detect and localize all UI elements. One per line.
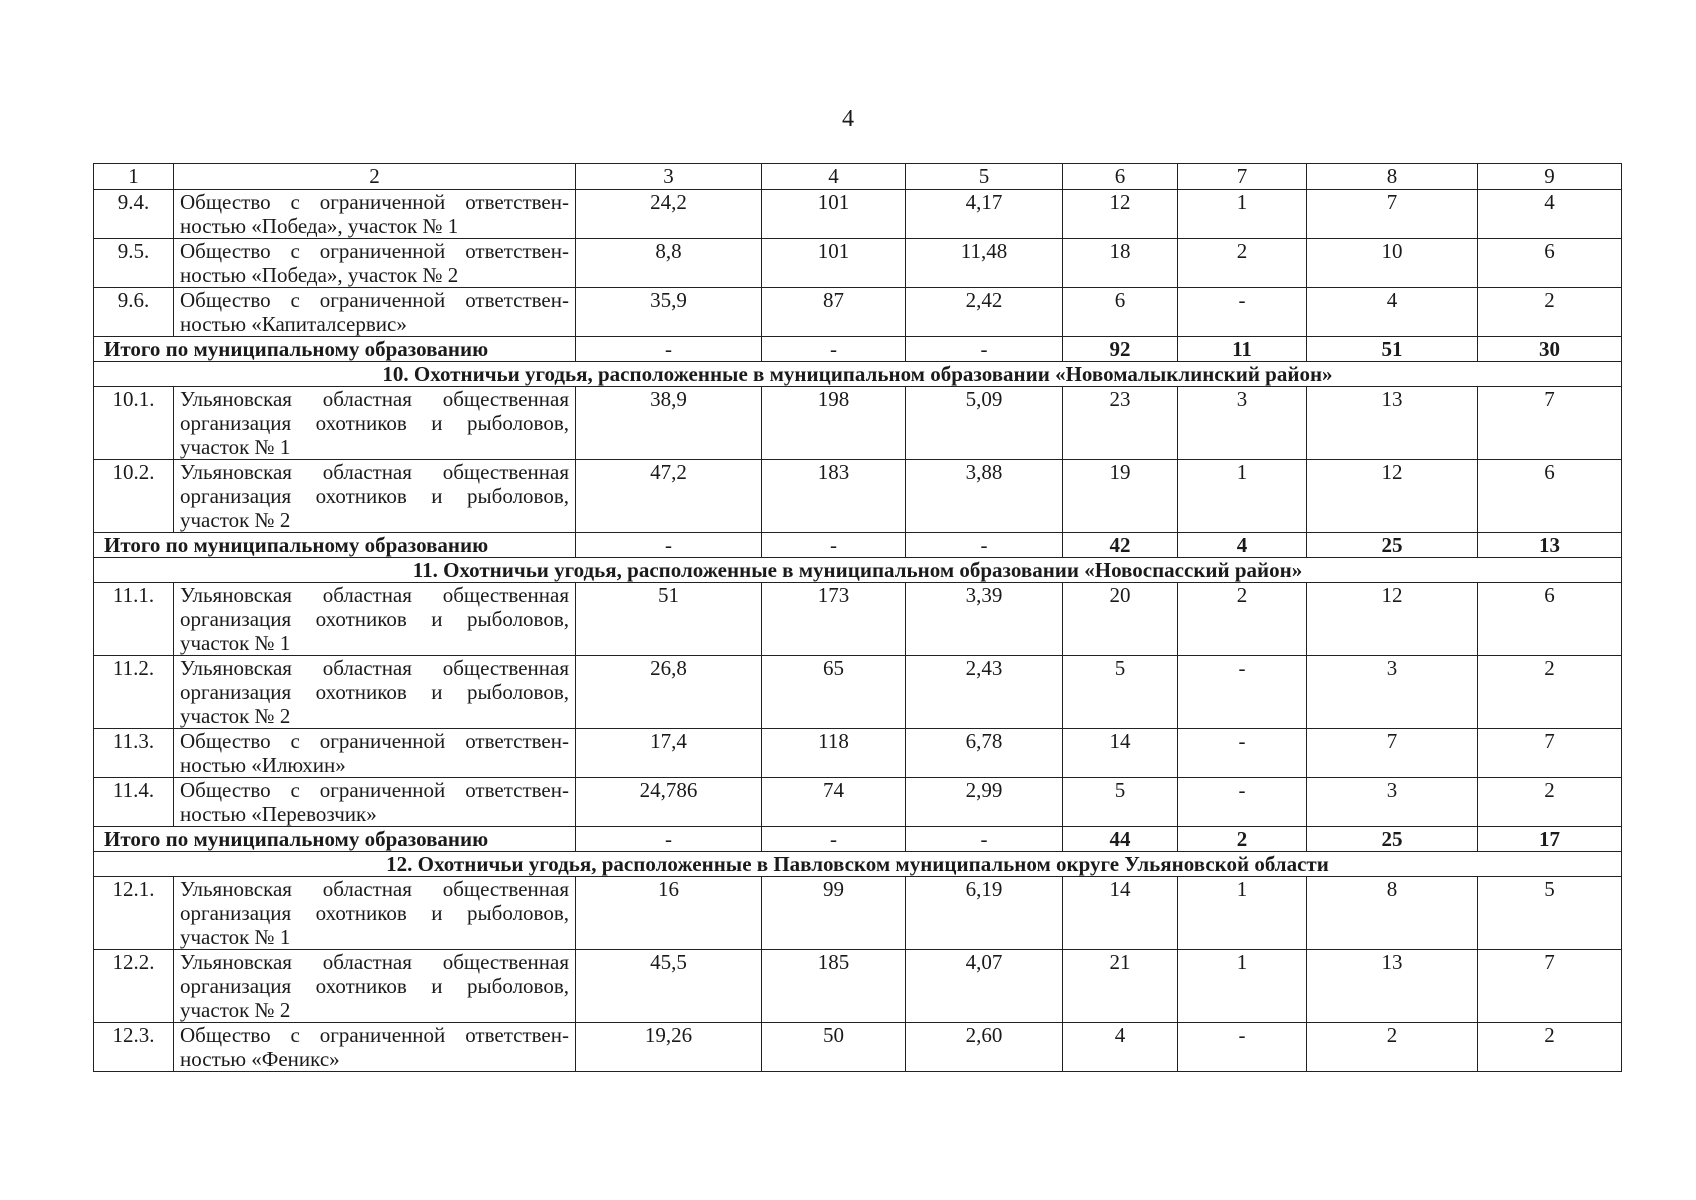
hunting-grounds-table — [93, 163, 1622, 1072]
value-cell: 3 — [1178, 387, 1307, 460]
section-heading: 10. Охотничьи угодья, расположенные в муниципальном образовании «Новомалыклинский район» — [94, 362, 1622, 387]
total-value: - — [762, 533, 906, 558]
value-cell: 185 — [762, 950, 906, 1023]
total-value: 13 — [1478, 533, 1622, 558]
value-cell: 6 — [1478, 583, 1622, 656]
value-cell: 11,48 — [906, 239, 1063, 288]
value-cell: 3,88 — [906, 460, 1063, 533]
total-row — [94, 533, 1622, 558]
value-cell: 6,78 — [906, 729, 1063, 778]
value-cell: 24,786 — [576, 778, 762, 827]
value-cell: 173 — [762, 583, 906, 656]
total-value: - — [762, 337, 906, 362]
value-cell: 4,07 — [906, 950, 1063, 1023]
value-cell: 26,8 — [576, 656, 762, 729]
organization-name: Ульяновская областная общественная организация охотников и рыболовов, участок № 1 — [174, 583, 576, 656]
value-cell: 7 — [1478, 729, 1622, 778]
value-cell: 2,60 — [906, 1023, 1063, 1072]
value-cell: 18 — [1063, 239, 1178, 288]
row-number: 12.1. — [94, 877, 174, 950]
column-number-cell: 9 — [1478, 164, 1622, 190]
value-cell: 38,9 — [576, 387, 762, 460]
table-row — [94, 460, 1622, 533]
column-number-cell: 8 — [1307, 164, 1478, 190]
organization-name: Ульяновская областная общественная организация охотников и рыболовов, участок № 1 — [174, 387, 576, 460]
total-value: - — [906, 337, 1063, 362]
total-value: - — [906, 533, 1063, 558]
value-cell: 45,5 — [576, 950, 762, 1023]
value-cell: 20 — [1063, 583, 1178, 656]
value-cell: 1 — [1178, 460, 1307, 533]
column-number-cell: 3 — [576, 164, 762, 190]
organization-name: Общество с ограниченной ответствен-ностью «Илюхин» — [174, 729, 576, 778]
total-row — [94, 827, 1622, 852]
value-cell: - — [1178, 778, 1307, 827]
column-number-cell: 1 — [94, 164, 174, 190]
total-value: 17 — [1478, 827, 1622, 852]
total-value: 25 — [1307, 533, 1478, 558]
total-value: - — [576, 827, 762, 852]
section-heading: 11. Охотничьи угодья, расположенные в муниципальном образовании «Новоспасский район» — [94, 558, 1622, 583]
value-cell: 2,99 — [906, 778, 1063, 827]
total-value: 4 — [1178, 533, 1307, 558]
total-value: 11 — [1178, 337, 1307, 362]
value-cell: 6,19 — [906, 877, 1063, 950]
value-cell: 6 — [1063, 288, 1178, 337]
value-cell: 19,26 — [576, 1023, 762, 1072]
total-label: Итого по муниципальному образованию — [94, 337, 576, 362]
row-number: 11.1. — [94, 583, 174, 656]
row-number: 9.4. — [94, 190, 174, 239]
total-value: 2 — [1178, 827, 1307, 852]
value-cell: 2 — [1178, 239, 1307, 288]
organization-name: Ульяновская областная общественная организация охотников и рыболовов, участок № 2 — [174, 460, 576, 533]
value-cell: 2 — [1478, 1023, 1622, 1072]
table-row — [94, 288, 1622, 337]
table-row — [94, 190, 1622, 239]
value-cell: 2,42 — [906, 288, 1063, 337]
total-value: 25 — [1307, 827, 1478, 852]
total-value: - — [576, 533, 762, 558]
value-cell: - — [1178, 656, 1307, 729]
column-number-row — [94, 164, 1622, 190]
column-number-cell: 5 — [906, 164, 1063, 190]
table-row — [94, 729, 1622, 778]
value-cell: 7 — [1307, 190, 1478, 239]
organization-name: Ульяновская областная общественная организация охотников и рыболовов, участок № 2 — [174, 656, 576, 729]
column-number-cell: 7 — [1178, 164, 1307, 190]
value-cell: - — [1178, 729, 1307, 778]
value-cell: 118 — [762, 729, 906, 778]
value-cell: 12 — [1307, 583, 1478, 656]
value-cell: 1 — [1178, 950, 1307, 1023]
table-row — [94, 1023, 1622, 1072]
value-cell: 2,43 — [906, 656, 1063, 729]
value-cell: 16 — [576, 877, 762, 950]
total-value: - — [906, 827, 1063, 852]
value-cell: 13 — [1307, 387, 1478, 460]
total-value: 42 — [1063, 533, 1178, 558]
value-cell: 8 — [1307, 877, 1478, 950]
total-value: 30 — [1478, 337, 1622, 362]
value-cell: 5 — [1063, 778, 1178, 827]
value-cell: 6 — [1478, 239, 1622, 288]
column-number-cell: 6 — [1063, 164, 1178, 190]
value-cell: 2 — [1478, 778, 1622, 827]
table-row — [94, 950, 1622, 1023]
value-cell: 183 — [762, 460, 906, 533]
row-number: 11.2. — [94, 656, 174, 729]
value-cell: 198 — [762, 387, 906, 460]
row-number: 10.1. — [94, 387, 174, 460]
value-cell: 50 — [762, 1023, 906, 1072]
value-cell: 4 — [1478, 190, 1622, 239]
value-cell: 7 — [1478, 950, 1622, 1023]
value-cell: 101 — [762, 190, 906, 239]
value-cell: 35,9 — [576, 288, 762, 337]
value-cell: 2 — [1178, 583, 1307, 656]
row-number: 11.4. — [94, 778, 174, 827]
column-number-cell: 2 — [174, 164, 576, 190]
table-row — [94, 778, 1622, 827]
section-heading-row — [94, 362, 1622, 387]
value-cell: 65 — [762, 656, 906, 729]
value-cell: 10 — [1307, 239, 1478, 288]
row-number: 9.6. — [94, 288, 174, 337]
total-value: 92 — [1063, 337, 1178, 362]
total-value: 44 — [1063, 827, 1178, 852]
value-cell: 14 — [1063, 729, 1178, 778]
value-cell: 1 — [1178, 190, 1307, 239]
value-cell: 14 — [1063, 877, 1178, 950]
value-cell: 5,09 — [906, 387, 1063, 460]
table-row — [94, 239, 1622, 288]
value-cell: 2 — [1478, 288, 1622, 337]
row-number: 11.3. — [94, 729, 174, 778]
organization-name: Общество с ограниченной ответствен-ностью «Перевозчик» — [174, 778, 576, 827]
row-number: 10.2. — [94, 460, 174, 533]
organization-name: Общество с ограниченной ответствен-ностью «Капиталсервис» — [174, 288, 576, 337]
value-cell: - — [1178, 1023, 1307, 1072]
value-cell: 1 — [1178, 877, 1307, 950]
value-cell: 24,2 — [576, 190, 762, 239]
value-cell: - — [1178, 288, 1307, 337]
value-cell: 21 — [1063, 950, 1178, 1023]
value-cell: 4 — [1307, 288, 1478, 337]
value-cell: 101 — [762, 239, 906, 288]
value-cell: 23 — [1063, 387, 1178, 460]
row-number: 12.3. — [94, 1023, 174, 1072]
column-number-cell: 4 — [762, 164, 906, 190]
organization-name: Общество с ограниченной ответствен-ностью «Победа», участок № 1 — [174, 190, 576, 239]
value-cell: 47,2 — [576, 460, 762, 533]
row-number: 12.2. — [94, 950, 174, 1023]
total-value: 51 — [1307, 337, 1478, 362]
total-value: - — [576, 337, 762, 362]
value-cell: 99 — [762, 877, 906, 950]
organization-name: Ульяновская областная общественная организация охотников и рыболовов, участок № 2 — [174, 950, 576, 1023]
total-row — [94, 337, 1622, 362]
value-cell: 74 — [762, 778, 906, 827]
table-row — [94, 387, 1622, 460]
value-cell: 5 — [1478, 877, 1622, 950]
total-label: Итого по муниципальному образованию — [94, 533, 576, 558]
page-number: 4 — [842, 106, 854, 132]
total-value: - — [762, 827, 906, 852]
section-heading-row — [94, 558, 1622, 583]
total-label: Итого по муниципальному образованию — [94, 827, 576, 852]
value-cell: 17,4 — [576, 729, 762, 778]
value-cell: 4,17 — [906, 190, 1063, 239]
value-cell: 12 — [1063, 190, 1178, 239]
value-cell: 7 — [1478, 387, 1622, 460]
table-row — [94, 656, 1622, 729]
value-cell: 51 — [576, 583, 762, 656]
value-cell: 3 — [1307, 656, 1478, 729]
value-cell: 19 — [1063, 460, 1178, 533]
value-cell: 2 — [1307, 1023, 1478, 1072]
organization-name: Общество с ограниченной ответствен-ностью «Победа», участок № 2 — [174, 239, 576, 288]
section-heading-row — [94, 852, 1622, 877]
table-row — [94, 877, 1622, 950]
value-cell: 4 — [1063, 1023, 1178, 1072]
value-cell: 13 — [1307, 950, 1478, 1023]
value-cell: 87 — [762, 288, 906, 337]
organization-name: Ульяновская областная общественная организация охотников и рыболовов, участок № 1 — [174, 877, 576, 950]
value-cell: 5 — [1063, 656, 1178, 729]
section-heading: 12. Охотничьи угодья, расположенные в Павловском муниципальном округе Ульяновской области — [94, 852, 1622, 877]
row-number: 9.5. — [94, 239, 174, 288]
value-cell: 7 — [1307, 729, 1478, 778]
value-cell: 2 — [1478, 656, 1622, 729]
value-cell: 3 — [1307, 778, 1478, 827]
value-cell: 12 — [1307, 460, 1478, 533]
table-row — [94, 583, 1622, 656]
value-cell: 8,8 — [576, 239, 762, 288]
value-cell: 6 — [1478, 460, 1622, 533]
organization-name: Общество с ограниченной ответствен-ностью «Феникс» — [174, 1023, 576, 1072]
value-cell: 3,39 — [906, 583, 1063, 656]
